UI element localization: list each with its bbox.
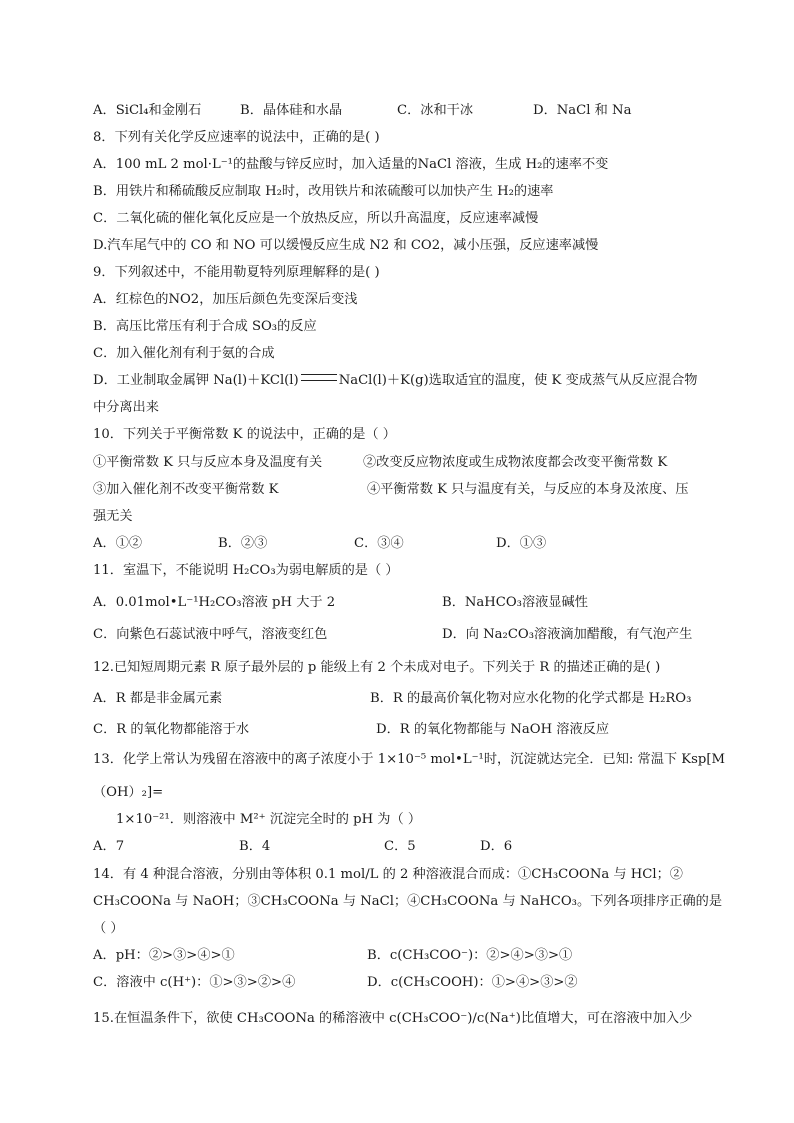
q8-option-d: D.汽车尾气中的 CO 和 NO 可以缓慢反应生成 N2 和 CO2，减小压强，反应速率减慢	[93, 238, 599, 253]
q13-option-b: B．4	[239, 839, 271, 854]
q14-stem-cont: CH₃COONa 与 NaOH；③CH₃COONa 与 NaCl；④CH₃COONa 与 NaHCO₃。下列各项排序正确的是	[93, 894, 723, 909]
q10-statement-2: ②改变反应物浓度或生成物浓度都会改变平衡常数 K	[363, 455, 668, 470]
q10-statement-1: ①平衡常数 K 只与反应本身及温度有关	[93, 455, 323, 470]
q7-option-a: A．SiCl₄和金刚石	[93, 103, 202, 118]
q7-option-c: C．冰和干冰	[397, 103, 474, 118]
q14-option-b: B．c(CH₃COO⁻)：②>④>③>①	[367, 948, 573, 963]
q8-option-b: B．用铁片和稀硫酸反应制取 H₂时，改用铁片和浓硫酸可以加快产生 H₂的速率	[93, 184, 554, 199]
q10-statement-4: ④平衡常数 K 只与温度有关，与反应的本身及浓度、压	[367, 482, 689, 497]
q14-option-a: A．pH：②>③>④>①	[93, 948, 235, 963]
q10-option-a: A．①②	[93, 536, 143, 551]
q11-stem: 11．室温下，不能说明 H₂CO₃为弱电解质的是（ ）	[93, 563, 399, 578]
q10-option-c: C．③④	[354, 536, 404, 551]
reversible-equals-sign	[301, 374, 337, 381]
q11-option-d: D．向 Na₂CO₃溶液滴加醋酸，有气泡产生	[442, 627, 693, 642]
q10-stem: 10．下列关于平衡常数 K 的说法中，正确的是（ ）	[93, 427, 396, 442]
q13-option-a: A．7	[93, 839, 125, 854]
q10-statement-4-cont: 强无关	[93, 509, 133, 524]
q13-stem-cont: （OH）₂]=	[93, 785, 164, 800]
q13-option-c: C．5	[384, 839, 416, 854]
q9-option-d	[93, 372, 697, 390]
q15-stem: 15.在恒温条件下，欲使 CH₃COONa 的稀溶液中 c(CH₃COO⁻)/c(Na⁺)比值增大，可在溶液中加入少	[93, 1011, 693, 1026]
q10-option-b: B．②③	[218, 536, 268, 551]
q11-option-b: B．NaHCO₃溶液显碱性	[442, 595, 588, 610]
q9-option-d-rhs: NaCl(l)＋K(g)选取适宜的温度，使 K 变成蒸气从反应混合物	[338, 373, 698, 388]
q14-option-d: D．c(CH₃COOH)：①>④>③>②	[367, 975, 578, 990]
q13-stem-cont2: 1×10⁻²¹．则溶液中 M²⁺ 沉淀完全时的 pH 为（ ）	[116, 812, 422, 827]
q12-option-c: C．R 的氧化物都能溶于水	[93, 722, 250, 737]
q9-option-c: C．加入催化剂有利于氨的合成	[93, 346, 275, 361]
q8-option-a: A．100 mL 2 mol·L⁻¹的盐酸与锌反应时，加入适量的NaCl 溶液，生成 H₂的速率不变	[93, 157, 609, 172]
q8-stem: 8．下列有关化学反应速率的说法中，正确的是( )	[93, 130, 380, 145]
q12-option-a: A．R 都是非金属元素	[93, 691, 223, 706]
q11-option-a: A．0.01mol•L⁻¹H₂CO₃溶液 pH 大于 2	[93, 595, 336, 610]
q9-option-b: B．高压比常压有利于合成 SO₃的反应	[93, 319, 317, 334]
q9-stem: 9．下列叙述中，不能用勒夏特列原理解释的是( )	[93, 265, 380, 280]
q10-statement-3: ③加入催化剂不改变平衡常数 K	[93, 482, 279, 497]
q8-option-c: C．二氧化硫的催化氧化反应是一个放热反应，所以升高温度，反应速率减慢	[93, 211, 539, 226]
q7-option-d: D．NaCl 和 Na	[533, 103, 632, 118]
q14-stem: 14．有 4 种混合溶液，分别由等体积 0.1 mol/L 的 2 种溶液混合而成：①CH₃COONa 与 HCl；②	[93, 867, 683, 882]
q13-stem: 13．化学上常认为残留在溶液中的离子浓度小于 1×10⁻⁵ mol•L⁻¹时，沉淀就达完全．已知: 常温下 Ksp[M	[93, 752, 725, 767]
q12-stem: 12.已知短周期元素 R 原子最外层的 p 能级上有 2 个未成对电子。下列关于 R 的描述正确的是( )	[93, 660, 661, 675]
q14-option-c: C．溶液中 c(H⁺)：①>③>②>④	[93, 975, 296, 990]
q9-option-d-lhs: D．工业制取金属钾 Na(l)＋KCl(l)	[93, 373, 299, 388]
q14-stem-cont2: （ ）	[93, 921, 124, 936]
q9-option-a: A．红棕色的NO2，加压后颜色先变深后变浅	[93, 292, 358, 307]
q13-option-d: D．6	[480, 839, 513, 854]
q12-option-d: D．R 的氧化物都能与 NaOH 溶液反应	[376, 722, 610, 737]
q11-option-c: C．向紫色石蕊试液中呼气，溶液变红色	[93, 627, 328, 642]
q12-option-b: B．R 的最高价氧化物对应水化物的化学式都是 H₂RO₃	[370, 691, 692, 706]
q7-option-b: B．晶体硅和水晶	[240, 103, 343, 118]
q9-option-d-cont: 中分离出来	[93, 400, 159, 415]
q10-option-d: D．①③	[496, 536, 547, 551]
